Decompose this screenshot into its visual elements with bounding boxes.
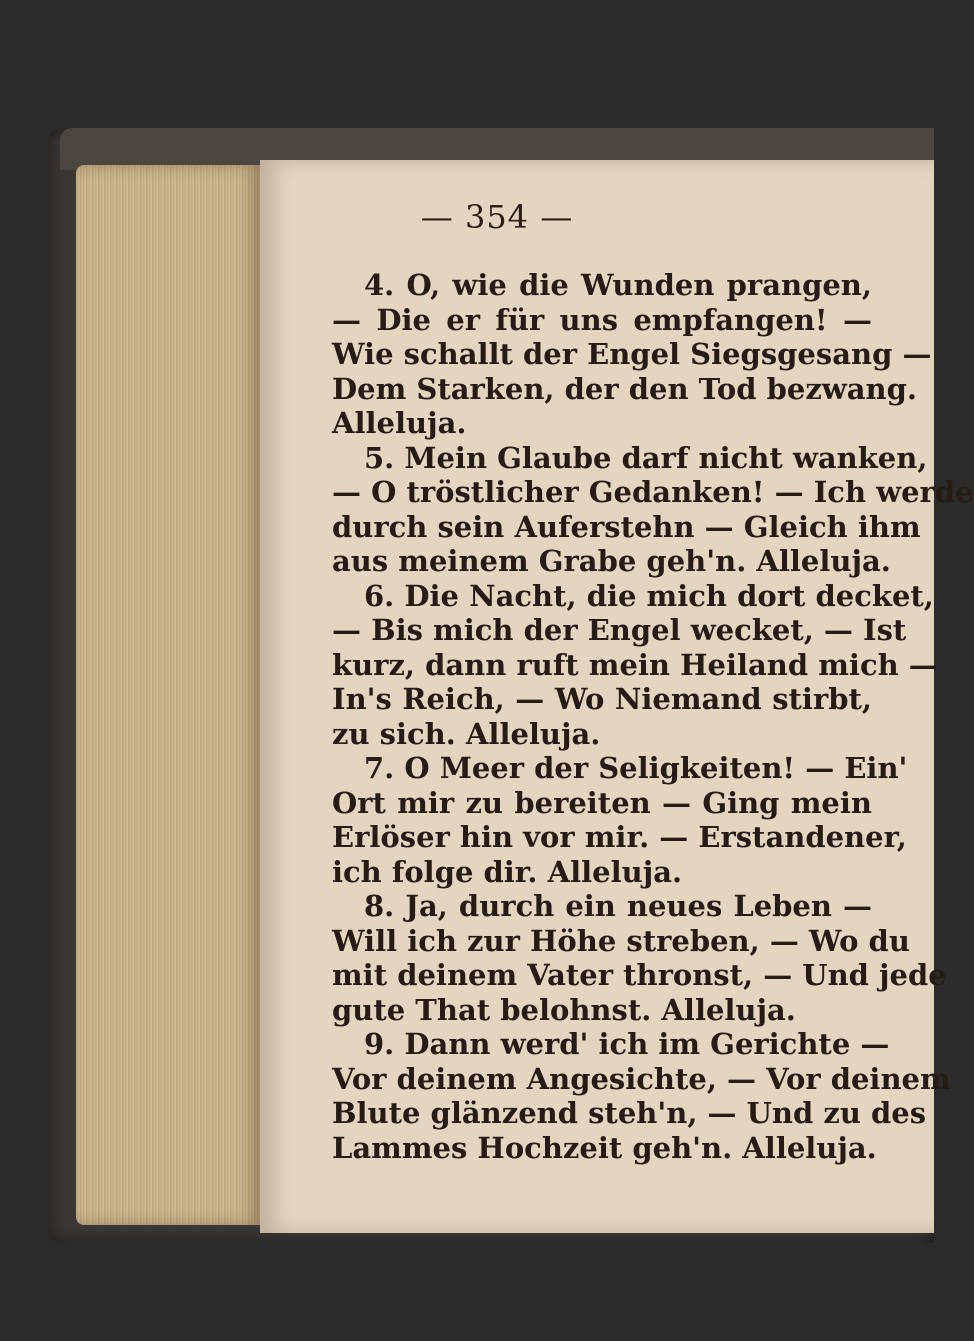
text-line: 9. Dann werd' ich im Gerichte — xyxy=(364,1027,890,1061)
text-line: mit deinem Vater thronst, — Und jede xyxy=(332,958,947,992)
text-line: 5. Mein Glaube darf nicht wanken, xyxy=(364,440,928,475)
text-line: gute That belohnst. Alleluja. xyxy=(332,992,796,1027)
text-line: 6. Die Nacht, die mich dort decket, xyxy=(364,578,934,613)
text-line: aus meinem Grabe geh'n. Alleluja. xyxy=(332,544,891,578)
text-line: Alleluja. xyxy=(332,406,467,440)
text-line: In's Reich, — Wo Niemand stirbt, xyxy=(332,682,872,716)
text-line: 8. Ja, durch ein neues Leben — xyxy=(364,889,872,923)
text-line: Will ich zur Höhe streben, — Wo du xyxy=(332,923,910,958)
text-line: ich folge dir. Alleluja. xyxy=(332,854,683,889)
page-edges xyxy=(76,165,260,1225)
hymn-text xyxy=(332,268,974,1165)
text-line: 7. O Meer der Seligkeiten! — Ein' xyxy=(364,751,908,785)
text-line: — Bis mich der Engel wecket, — Ist xyxy=(332,613,907,647)
text-line: Blute glänzend steh'n, — Und zu des xyxy=(332,1096,927,1130)
text-line: — Die er für uns empfangen! — xyxy=(332,302,872,337)
text-line: durch sein Auferstehn — Gleich ihm xyxy=(332,509,921,544)
text-line: — O tröstlicher Gedanken! — Ich werde xyxy=(332,475,974,509)
text-line: Vor deinem Angesichte, — Vor deinem xyxy=(332,1061,951,1096)
text-line: Wie schallt der Engel Siegsgesang — xyxy=(332,337,932,371)
text-line: Erlöser hin vor mir. — Erstandener, xyxy=(332,820,907,854)
text-line: Lammes Hochzeit geh'n. Alleluja. xyxy=(332,1130,877,1165)
text-line: zu sich. Alleluja. xyxy=(332,716,601,751)
text-line: 4. O, wie die Wunden prangen, xyxy=(364,268,872,302)
text-line: Dem Starken, der den Tod bezwang. xyxy=(332,371,917,406)
page-number: — 354 — xyxy=(420,198,574,236)
text-line: Ort mir zu bereiten — Ging mein xyxy=(332,785,872,820)
text-line: kurz, dann ruft mein Heiland mich — xyxy=(332,647,938,682)
